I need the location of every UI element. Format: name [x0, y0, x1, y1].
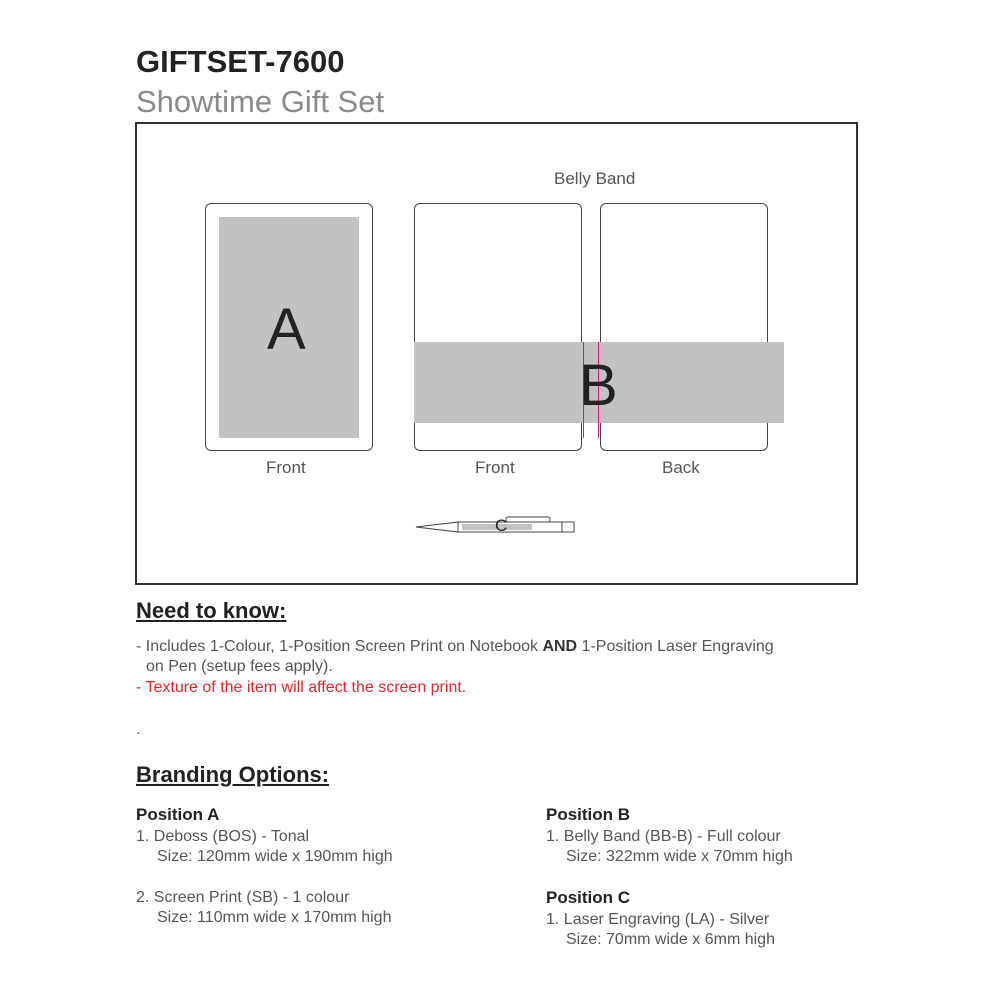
- branding-options-heading: Branding Options:: [136, 762, 330, 787]
- position-c-option-1-size: Size: 70mm wide x 6mm high: [566, 931, 775, 948]
- position-a-option-2-size: Size: 110mm wide x 170mm high: [157, 909, 392, 926]
- product-code: GIFTSET-7600: [136, 44, 345, 79]
- line1-post: 1-Position Laser Engraving: [577, 638, 774, 655]
- position-b-option-1-size: Size: 322mm wide x 70mm high: [566, 848, 793, 865]
- position-a-option-1-size: Size: 120mm wide x 190mm high: [157, 848, 393, 865]
- position-c-option-1-method: 1. Laser Engraving (LA) - Silver: [546, 911, 770, 928]
- position-a-letter: A: [267, 297, 306, 362]
- screen-print-warning: - Texture of the item will affect the screen print.: [136, 679, 467, 696]
- position-a-option-2-method: 2. Screen Print (SB) - 1 colour: [136, 889, 350, 906]
- line1-bold: AND: [542, 638, 578, 655]
- position-c-letter: C: [495, 516, 508, 535]
- position-b-title: Position B: [546, 805, 631, 824]
- position-a-title: Position A: [136, 805, 220, 824]
- notebook-b-front-label: Front: [475, 458, 515, 477]
- line1-pre: - Includes 1-Colour, 1-Position Screen Print on Notebook: [136, 638, 543, 655]
- position-b-letter: B: [579, 353, 618, 418]
- position-c-title: Position C: [546, 888, 631, 907]
- need-to-know-line-2: on Pen (setup fees apply).: [146, 658, 333, 675]
- need-to-know-heading: Need to know:: [136, 598, 287, 623]
- notebook-a-front-label: Front: [266, 458, 306, 477]
- position-b-option-1-method: 1. Belly Band (BB-B) - Full colour: [546, 828, 781, 845]
- belly-band-label: Belly Band: [554, 169, 636, 188]
- notebook-b-back-label: Back: [662, 458, 700, 477]
- position-a-option-1-method: 1. Deboss (BOS) - Tonal: [136, 828, 310, 845]
- need-to-know-line-1: [136, 637, 774, 657]
- spacer-dot: .: [136, 721, 141, 738]
- product-name: Showtime Gift Set: [136, 84, 385, 119]
